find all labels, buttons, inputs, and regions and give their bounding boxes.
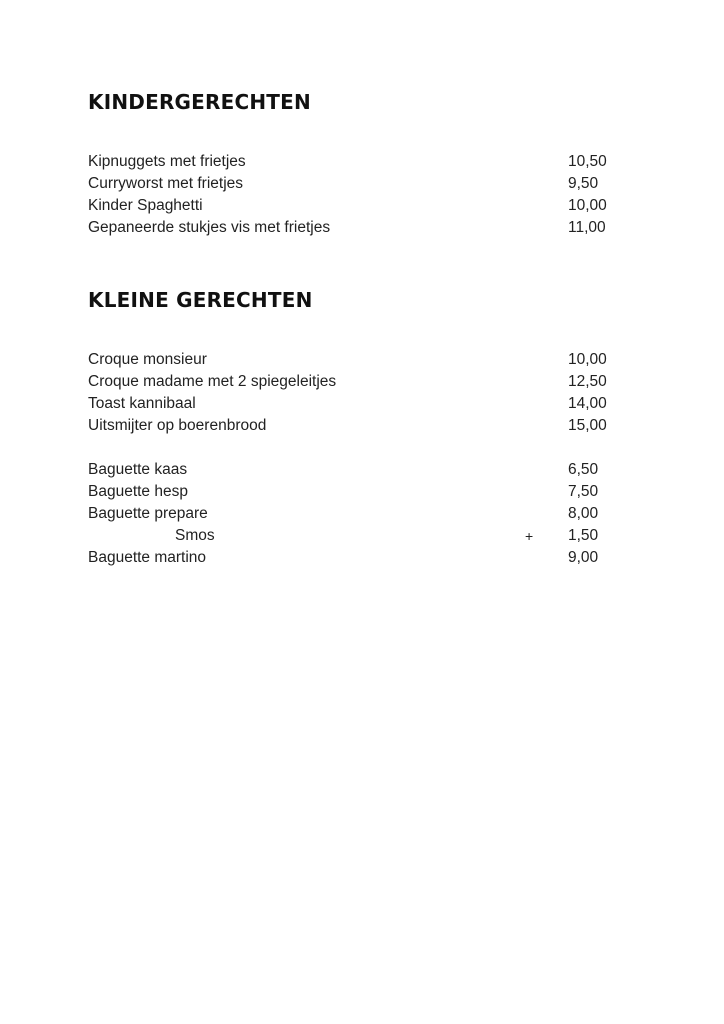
menu-item [88,151,628,173]
item-name: Croque monsieur [88,351,207,368]
section-title-kindergerechten: KINDERGERECHTEN [88,90,311,114]
menu-item [88,217,628,239]
item-name: Toast kannibaal [88,395,196,412]
item-name: Baguette kaas [88,461,188,478]
item-price: 12,50 [568,373,607,390]
item-price: 6,50 [568,461,599,478]
item-price: 10,50 [568,153,607,170]
menu-item [88,393,628,415]
item-name: Baguette hesp [88,483,188,500]
kleine-gerechten-list [88,349,628,437]
item-price: 10,00 [568,351,607,368]
menu-item [88,481,628,503]
menu-item [88,503,628,525]
item-name: Kinder Spaghetti [88,197,203,214]
menu-item [88,173,628,195]
item-name: Croque madame met 2 spiegeleitjes [88,373,337,390]
menu-item [88,415,628,437]
menu-item [88,547,628,569]
item-price: 9,00 [568,549,599,566]
item-price: 10,00 [568,197,607,214]
supplement-plus: + [525,528,534,544]
section-title-kleine-gerechten: KLEINE GERECHTEN [88,288,313,312]
item-name: Uitsmijter op boerenbrood [88,417,267,434]
item-name: Kipnuggets met frietjes [88,153,246,170]
item-name: Gepaneerde stukjes vis met frietjes [88,219,331,236]
menu-item [88,195,628,217]
item-price: 14,00 [568,395,607,412]
item-price: 1,50 [568,527,599,544]
item-name: Baguette martino [88,549,207,566]
item-name: Smos [175,527,215,544]
item-price: 7,50 [568,483,599,500]
baguettes-list [88,459,628,569]
item-price: 9,50 [568,175,599,192]
item-price: 15,00 [568,417,607,434]
item-name: Curryworst met frietjes [88,175,244,192]
menu-item [88,371,628,393]
menu-item-supplement [88,525,628,547]
kindergerechten-list [88,151,628,239]
item-price: 8,00 [568,505,599,522]
menu-item [88,459,628,481]
item-price: 11,00 [568,219,606,236]
menu-item [88,349,628,371]
item-name: Baguette prepare [88,505,208,522]
